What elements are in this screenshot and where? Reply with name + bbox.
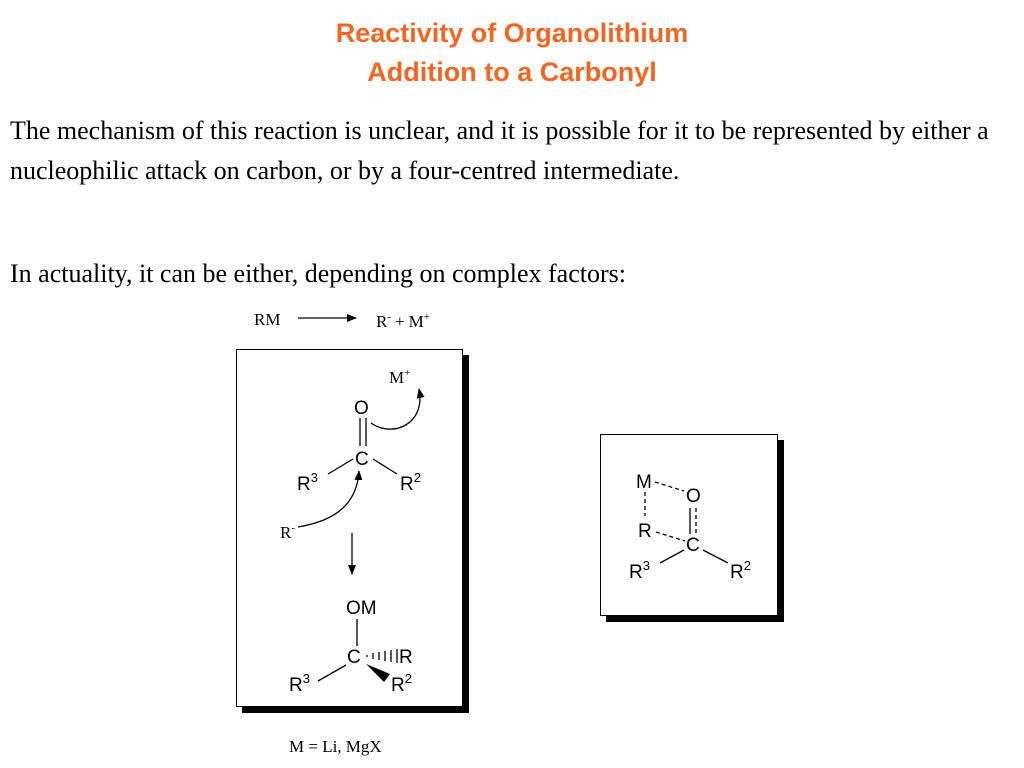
m-cation-label: M — [408, 312, 424, 331]
svg-text:M+ — [389, 367, 410, 387]
product-r-label: R — [399, 647, 413, 668]
slide-title-line-1: Reactivity of Organolithium — [335, 18, 689, 48]
svg-text:R2 — [391, 671, 412, 696]
r-anion-label: R — [376, 312, 388, 331]
r2-label: R — [400, 474, 414, 495]
dissociation-equation — [254, 310, 430, 331]
svg-text:R2 — [730, 558, 751, 583]
c-r2-bond — [373, 459, 397, 474]
hashed-wedge-bond — [367, 649, 397, 663]
fc-m-o-dashed-bond — [655, 482, 684, 491]
svg-text:R-+M+ — [376, 311, 430, 331]
fc-r2-label: R — [730, 562, 744, 583]
svg-text:R3 — [289, 671, 310, 696]
solid-wedge-bond — [366, 664, 390, 682]
r3-subscript: 3 — [310, 470, 318, 485]
slide-title-line-2: Addition to a Carbonyl — [367, 57, 657, 87]
product-r3-subscript: 3 — [302, 671, 310, 686]
svg-text:R3 — [629, 558, 650, 583]
r3-label: R — [297, 474, 311, 495]
svg-text:R2 — [400, 470, 421, 495]
carbon-atom: C — [355, 449, 369, 470]
four-centred-intermediate — [629, 472, 751, 583]
product-r2-label: R — [391, 675, 405, 696]
fc-c-r2-bond — [703, 550, 728, 563]
m-cation-charge: + — [423, 311, 430, 323]
oxygen-atom: O — [354, 398, 369, 419]
nucleophile-charge: - — [291, 522, 296, 534]
fc-r3-label: R — [629, 562, 643, 583]
fc-c-r3-bond — [660, 550, 684, 563]
c-r3-bond — [328, 459, 353, 474]
fc-r-label: R — [638, 521, 652, 542]
fc-metal-label: M — [636, 472, 652, 493]
fc-r3-subscript: 3 — [642, 558, 650, 573]
nucleophilic-mechanism — [280, 367, 421, 696]
product-r2-subscript: 2 — [404, 671, 412, 686]
r-anion-charge: - — [387, 311, 392, 323]
fc-r2-subscript: 2 — [743, 558, 751, 573]
rm-label: RM — [254, 310, 281, 329]
mechanism-paragraph: The mechanism of this reaction is unclear, and it is possible for it to be represented by either a nucleophilic attack on carbon, or by a four-centred intermediate. — [10, 116, 989, 185]
svg-text:R- — [280, 522, 295, 542]
product-r3-label: R — [289, 675, 303, 696]
svg-text:R3 — [297, 470, 318, 495]
metal-label: M — [389, 368, 405, 387]
nucleophile-label: R — [280, 523, 292, 542]
metal-charge: + — [404, 367, 411, 379]
fc-carbon-atom: C — [686, 535, 700, 556]
actuality-paragraph: In actuality, it can be either, depending on complex factors: — [10, 259, 626, 288]
product-om-label: OM — [346, 598, 377, 619]
fc-oxygen-atom: O — [686, 486, 701, 507]
plus-sign: + — [395, 312, 405, 331]
product-c-r3-bond — [318, 665, 346, 681]
electron-arrow-o-to-m — [371, 389, 420, 429]
metal-footnote: M = Li, MgX — [289, 737, 382, 756]
r2-subscript: 2 — [413, 470, 421, 485]
product-carbon: C — [347, 647, 361, 668]
fc-r-c-dashed-bond — [656, 532, 685, 541]
